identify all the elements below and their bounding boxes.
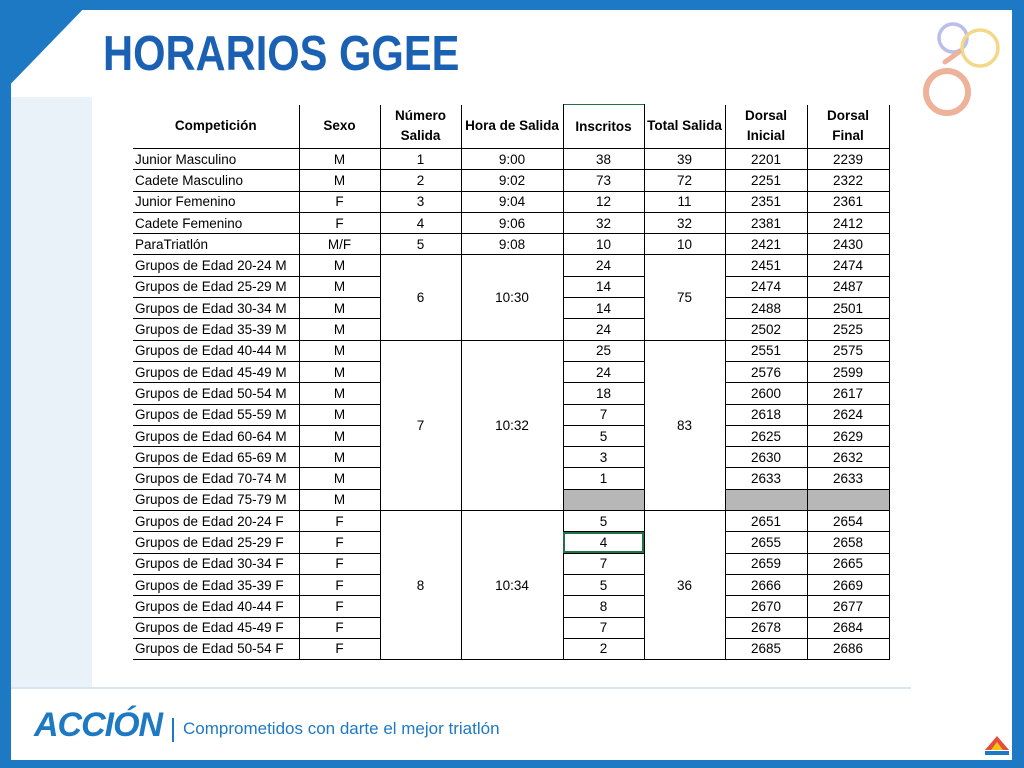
table-header-row <box>133 105 889 149</box>
cell-total-salida[interactable]: 83 <box>644 340 725 510</box>
cell-competicion[interactable]: Cadete Femenino <box>133 212 299 233</box>
cell-inscritos[interactable] <box>563 489 644 510</box>
cell-inscritos[interactable]: 5 <box>563 425 644 446</box>
cell-dorsal-final[interactable]: 2501 <box>807 298 889 319</box>
cell-sexo[interactable]: M <box>299 425 380 446</box>
table-row <box>133 255 889 276</box>
cell-inscritos[interactable]: 7 <box>563 617 644 638</box>
footer-tagline: Comprometidos con darte el mejor triatlón <box>183 719 500 738</box>
table-row <box>133 191 889 212</box>
cell-inscritos[interactable]: 5 <box>563 574 644 595</box>
cell-inscritos[interactable]: 10 <box>563 234 644 255</box>
cell-sexo[interactable]: F <box>299 532 380 553</box>
cell-dorsal-inicial[interactable]: 2381 <box>725 212 807 233</box>
cell-dorsal-final[interactable]: 2599 <box>807 361 889 382</box>
cell-competicion[interactable]: Grupos de Edad 30-34 F <box>133 553 299 574</box>
cell-sexo[interactable]: F <box>299 191 380 212</box>
cell-dorsal-inicial[interactable]: 2576 <box>725 361 807 382</box>
cell-dorsal-final[interactable]: 2474 <box>807 255 889 276</box>
cell-inscritos[interactable]: 7 <box>563 404 644 425</box>
cell-dorsal-final[interactable]: 2677 <box>807 596 889 617</box>
schedule-table-wrap <box>133 104 893 662</box>
cell-dorsal-inicial[interactable]: 2551 <box>725 340 807 361</box>
cell-numero-salida[interactable]: 6 <box>380 255 461 340</box>
cell-dorsal-inicial[interactable]: 2251 <box>725 170 807 191</box>
cell-inscritos[interactable]: 5 <box>563 511 644 532</box>
table-row <box>133 149 889 170</box>
table-row <box>133 170 889 191</box>
cell-dorsal-inicial[interactable]: 2633 <box>725 468 807 489</box>
cell-sexo[interactable]: M <box>299 298 380 319</box>
cell-sexo[interactable]: F <box>299 553 380 574</box>
table-row <box>133 212 889 233</box>
cell-hora-salida[interactable]: 10:32 <box>461 340 563 510</box>
cell-inscritos[interactable]: 24 <box>563 255 644 276</box>
rings-logo-icon <box>915 12 1015 120</box>
cell-total-salida[interactable]: 72 <box>644 170 725 191</box>
cell-sexo[interactable]: M <box>299 489 380 510</box>
table-row <box>133 340 889 361</box>
federation-logo-icon <box>982 728 1012 758</box>
cell-hora-salida[interactable]: 9:02 <box>461 170 563 191</box>
cell-inscritos[interactable]: 73 <box>563 170 644 191</box>
cell-inscritos[interactable]: 1 <box>563 468 644 489</box>
cell-competicion[interactable]: Grupos de Edad 25-29 F <box>133 532 299 553</box>
left-panel <box>11 97 92 687</box>
cell-sexo[interactable]: M <box>299 468 380 489</box>
header-sexo[interactable]: Sexo <box>299 105 380 149</box>
cell-dorsal-final[interactable]: 2624 <box>807 404 889 425</box>
cell-total-salida[interactable]: 32 <box>644 212 725 233</box>
cell-competicion[interactable]: Junior Masculino <box>133 149 299 170</box>
cell-competicion[interactable]: Grupos de Edad 40-44 F <box>133 596 299 617</box>
cell-inscritos[interactable]: 32 <box>563 212 644 233</box>
frame-left <box>0 0 11 768</box>
schedule-table <box>133 104 890 660</box>
cell-competicion[interactable]: Grupos de Edad 35-39 M <box>133 319 299 340</box>
cell-dorsal-inicial[interactable]: 2651 <box>725 511 807 532</box>
cell-dorsal-inicial[interactable]: 2625 <box>725 425 807 446</box>
cell-dorsal-inicial[interactable]: 2451 <box>725 255 807 276</box>
cell-sexo[interactable]: M <box>299 447 380 468</box>
cell-sexo[interactable]: M <box>299 404 380 425</box>
cell-competicion[interactable]: Grupos de Edad 20-24 M <box>133 255 299 276</box>
header-dorsal-inicial[interactable]: Dorsal Inicial <box>725 105 807 149</box>
cell-dorsal-final[interactable]: 2575 <box>807 340 889 361</box>
cell-total-salida[interactable]: 36 <box>644 511 725 660</box>
cell-dorsal-inicial[interactable]: 2421 <box>725 234 807 255</box>
cell-sexo[interactable]: F <box>299 212 380 233</box>
cell-competicion[interactable]: Grupos de Edad 70-74 M <box>133 468 299 489</box>
cell-dorsal-inicial[interactable]: 2201 <box>725 149 807 170</box>
cell-inscritos[interactable]: 7 <box>563 553 644 574</box>
cell-dorsal-final[interactable]: 2617 <box>807 383 889 404</box>
cell-competicion[interactable]: Grupos de Edad 55-59 M <box>133 404 299 425</box>
cell-sexo[interactable]: M <box>299 319 380 340</box>
cell-competicion[interactable]: Grupos de Edad 40-44 M <box>133 340 299 361</box>
cell-dorsal-final[interactable]: 2629 <box>807 425 889 446</box>
cell-dorsal-final[interactable]: 2665 <box>807 553 889 574</box>
cell-inscritos[interactable]: 14 <box>563 298 644 319</box>
cell-inscritos[interactable]: 3 <box>563 447 644 468</box>
cell-competicion[interactable]: ParaTriatlón <box>133 234 299 255</box>
cell-inscritos[interactable]: 24 <box>563 361 644 382</box>
cell-dorsal-final[interactable]: 2686 <box>807 638 889 659</box>
cell-dorsal-inicial[interactable]: 2600 <box>725 383 807 404</box>
cell-inscritos[interactable]: 2 <box>563 638 644 659</box>
cell-competicion[interactable]: Cadete Masculino <box>133 170 299 191</box>
cell-sexo[interactable]: F <box>299 511 380 532</box>
cell-competicion[interactable]: Grupos de Edad 50-54 F <box>133 638 299 659</box>
cell-sexo[interactable]: M <box>299 149 380 170</box>
cell-dorsal-inicial[interactable]: 2488 <box>725 298 807 319</box>
cell-competicion[interactable]: Grupos de Edad 45-49 F <box>133 617 299 638</box>
cell-inscritos[interactable]: 18 <box>563 383 644 404</box>
cell-hora-salida[interactable]: 10:34 <box>461 511 563 660</box>
cell-dorsal-final[interactable]: 2654 <box>807 511 889 532</box>
cell-dorsal-final[interactable]: 2430 <box>807 234 889 255</box>
cell-total-salida[interactable]: 75 <box>644 255 725 340</box>
cell-hora-salida[interactable]: 9:08 <box>461 234 563 255</box>
cell-numero-salida[interactable]: 5 <box>380 234 461 255</box>
cell-competicion[interactable]: Grupos de Edad 75-79 M <box>133 489 299 510</box>
cell-inscritos[interactable]: 24 <box>563 319 644 340</box>
cell-sexo[interactable]: M <box>299 361 380 382</box>
cell-sexo[interactable]: M <box>299 255 380 276</box>
cell-hora-salida[interactable]: 9:06 <box>461 212 563 233</box>
cell-dorsal-inicial[interactable]: 2630 <box>725 447 807 468</box>
cell-hora-salida[interactable]: 10:30 <box>461 255 563 340</box>
cell-total-salida[interactable]: 10 <box>644 234 725 255</box>
cell-inscritos[interactable]: 25 <box>563 340 644 361</box>
cell-competicion[interactable]: Grupos de Edad 20-24 F <box>133 511 299 532</box>
header-hora-salida[interactable]: Hora de Salida <box>461 105 563 149</box>
cell-dorsal-final[interactable]: 2525 <box>807 319 889 340</box>
cell-inscritos[interactable]: 38 <box>563 149 644 170</box>
cell-dorsal-inicial[interactable]: 2502 <box>725 319 807 340</box>
cell-total-salida[interactable]: 39 <box>644 149 725 170</box>
cell-inscritos[interactable]: 8 <box>563 596 644 617</box>
cell-dorsal-inicial[interactable]: 2670 <box>725 596 807 617</box>
cell-sexo[interactable]: M/F <box>299 234 380 255</box>
cell-sexo[interactable]: F <box>299 638 380 659</box>
frame-top <box>0 0 1024 10</box>
cell-competicion[interactable]: Grupos de Edad 25-29 M <box>133 276 299 297</box>
corner-top-left <box>0 0 92 95</box>
cell-competicion[interactable]: Grupos de Edad 50-54 M <box>133 383 299 404</box>
accion-logo: ACCIÓN <box>34 706 163 744</box>
cell-competicion[interactable]: Grupos de Edad 60-64 M <box>133 425 299 446</box>
cell-competicion[interactable]: Junior Femenino <box>133 191 299 212</box>
cell-hora-salida[interactable]: 9:00 <box>461 149 563 170</box>
cell-competicion[interactable]: Grupos de Edad 30-34 M <box>133 298 299 319</box>
cell-sexo[interactable]: F <box>299 596 380 617</box>
cell-numero-salida[interactable]: 7 <box>380 340 461 510</box>
cell-inscritos[interactable]: 4 <box>563 532 644 553</box>
cell-sexo[interactable]: F <box>299 574 380 595</box>
header-total-salida[interactable]: Total Salida <box>644 105 725 149</box>
cell-dorsal-inicial[interactable]: 2659 <box>725 553 807 574</box>
cell-dorsal-inicial[interactable]: 2678 <box>725 617 807 638</box>
header-competicion[interactable]: Competición <box>133 105 299 149</box>
tagline-divider <box>172 718 174 742</box>
cell-numero-salida[interactable]: 2 <box>380 170 461 191</box>
cell-sexo[interactable]: F <box>299 617 380 638</box>
cell-hora-salida[interactable]: 9:04 <box>461 191 563 212</box>
cell-dorsal-final[interactable]: 2239 <box>807 149 889 170</box>
cell-dorsal-inicial[interactable]: 2655 <box>725 532 807 553</box>
cell-sexo[interactable]: M <box>299 170 380 191</box>
cell-dorsal-final[interactable]: 2361 <box>807 191 889 212</box>
cell-dorsal-inicial[interactable]: 2474 <box>725 276 807 297</box>
cell-dorsal-final[interactable]: 2658 <box>807 532 889 553</box>
cell-dorsal-final[interactable]: 2684 <box>807 617 889 638</box>
page-title: HORARIOS GGEE <box>103 27 460 81</box>
table-row <box>133 511 889 532</box>
cell-numero-salida[interactable]: 8 <box>380 511 461 660</box>
cell-dorsal-inicial[interactable]: 2618 <box>725 404 807 425</box>
cell-numero-salida[interactable]: 4 <box>380 212 461 233</box>
cell-dorsal-inicial[interactable]: 2685 <box>725 638 807 659</box>
cell-dorsal-final[interactable]: 2633 <box>807 468 889 489</box>
footer-rule <box>11 687 911 689</box>
cell-inscritos[interactable]: 12 <box>563 191 644 212</box>
cell-dorsal-final[interactable]: 2412 <box>807 212 889 233</box>
cell-dorsal-final[interactable] <box>807 489 889 510</box>
table-row <box>133 234 889 255</box>
header-dorsal-final[interactable]: Dorsal Final <box>807 105 889 149</box>
cell-dorsal-inicial[interactable]: 2666 <box>725 574 807 595</box>
cell-sexo[interactable]: M <box>299 276 380 297</box>
cell-dorsal-final[interactable]: 2322 <box>807 170 889 191</box>
cell-total-salida[interactable]: 11 <box>644 191 725 212</box>
frame-bottom <box>0 760 1024 768</box>
cell-dorsal-final[interactable]: 2487 <box>807 276 889 297</box>
cell-dorsal-inicial[interactable]: 2351 <box>725 191 807 212</box>
cell-dorsal-final[interactable]: 2669 <box>807 574 889 595</box>
cell-numero-salida[interactable]: 3 <box>380 191 461 212</box>
header-inscritos[interactable]: Inscritos <box>563 105 644 149</box>
cell-sexo[interactable]: M <box>299 383 380 404</box>
cell-competicion[interactable]: Grupos de Edad 35-39 F <box>133 574 299 595</box>
cell-dorsal-final[interactable]: 2632 <box>807 447 889 468</box>
cell-inscritos[interactable]: 14 <box>563 276 644 297</box>
cell-numero-salida[interactable]: 1 <box>380 149 461 170</box>
cell-competicion[interactable]: Grupos de Edad 45-49 M <box>133 361 299 382</box>
cell-competicion[interactable]: Grupos de Edad 65-69 M <box>133 447 299 468</box>
cell-dorsal-inicial[interactable] <box>725 489 807 510</box>
cell-sexo[interactable]: M <box>299 340 380 361</box>
header-numero-salida[interactable]: Número Salida <box>380 105 461 149</box>
